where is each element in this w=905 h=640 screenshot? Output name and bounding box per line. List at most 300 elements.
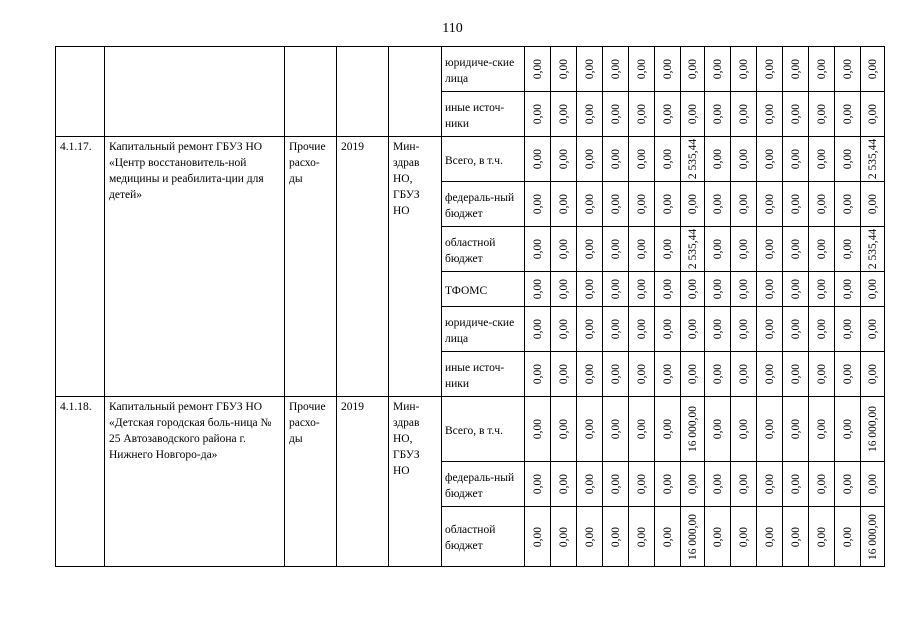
year-cell: 2019 [337, 137, 389, 397]
value-text: 0,00 [531, 473, 544, 495]
type-cell [285, 47, 337, 137]
type-cell: Прочие расхо-ды [285, 397, 337, 567]
value-cell [731, 272, 757, 307]
value-text: 0,00 [711, 58, 724, 80]
value-cell [783, 307, 809, 352]
value-text: 0,00 [866, 473, 879, 495]
name-cell [105, 47, 285, 137]
value-cell [577, 352, 603, 397]
value-cell [861, 352, 885, 397]
value-cell [577, 227, 603, 272]
value-text: 0,00 [711, 473, 724, 495]
value-cell [731, 92, 757, 137]
value-text: 0,00 [661, 193, 674, 215]
value-text: 0,00 [557, 238, 570, 260]
value-text: 0,00 [763, 318, 776, 340]
value-text: 0,00 [609, 278, 622, 300]
value-text: 0,00 [841, 278, 854, 300]
name-cell: Капитальный ремонт ГБУЗ НО «Центр восстановитель-ной медицины и реабилита-ции для детей» [105, 137, 285, 397]
value-cell [835, 92, 861, 137]
value-text: 0,00 [583, 193, 596, 215]
value-cell [655, 462, 681, 507]
value-text: 0,00 [583, 148, 596, 170]
value-cell [835, 397, 861, 462]
value-cell [629, 462, 655, 507]
value-text: 0,00 [711, 526, 724, 547]
value-text: 0,00 [686, 363, 699, 385]
value-cell [809, 307, 835, 352]
value-cell [809, 182, 835, 227]
value-cell [705, 227, 731, 272]
value-text: 0,00 [737, 238, 750, 260]
source-cell: юридиче-ские лица [442, 307, 525, 352]
value-text: 0,00 [635, 363, 648, 385]
value-cell [655, 272, 681, 307]
value-text: 0,00 [583, 318, 596, 340]
value-text: 0,00 [531, 418, 544, 440]
value-cell [757, 307, 783, 352]
value-cell [577, 507, 603, 567]
value-cell [577, 397, 603, 462]
value-cell [525, 47, 551, 92]
value-text: 0,00 [635, 473, 648, 495]
value-cell [705, 137, 731, 182]
value-text: 0,00 [661, 526, 674, 547]
value-text: 0,00 [583, 238, 596, 260]
value-cell [681, 507, 705, 567]
value-text: 0,00 [737, 318, 750, 340]
value-text: 0,00 [841, 238, 854, 260]
value-cell [835, 462, 861, 507]
value-cell [783, 507, 809, 567]
value-cell [705, 182, 731, 227]
value-cell [835, 352, 861, 397]
value-text: 0,00 [686, 103, 699, 125]
value-text: 0,00 [789, 418, 802, 440]
value-text: 2 535,44 [686, 138, 699, 180]
value-text: 0,00 [841, 148, 854, 170]
value-text: 0,00 [531, 278, 544, 300]
source-cell: областной бюджет [442, 507, 525, 567]
value-cell [835, 47, 861, 92]
value-cell [629, 182, 655, 227]
value-text: 0,00 [815, 418, 828, 440]
value-cell [809, 397, 835, 462]
source-cell: иные источ-ники [442, 352, 525, 397]
value-text: 0,00 [711, 418, 724, 440]
value-text: 0,00 [841, 473, 854, 495]
value-cell [809, 47, 835, 92]
value-cell [757, 272, 783, 307]
value-text: 0,00 [557, 318, 570, 340]
value-cell [681, 47, 705, 92]
value-text: 0,00 [763, 58, 776, 80]
value-text: 0,00 [583, 103, 596, 125]
value-text: 0,00 [841, 58, 854, 80]
value-text: 0,00 [609, 526, 622, 547]
value-cell [603, 137, 629, 182]
value-cell [835, 227, 861, 272]
value-cell [705, 462, 731, 507]
value-cell [783, 227, 809, 272]
value-text: 0,00 [737, 278, 750, 300]
value-cell [705, 507, 731, 567]
value-text: 0,00 [661, 278, 674, 300]
value-text: 0,00 [557, 193, 570, 215]
value-cell [835, 507, 861, 567]
value-text: 0,00 [609, 103, 622, 125]
value-text: 0,00 [815, 318, 828, 340]
value-text: 0,00 [531, 103, 544, 125]
value-text: 0,00 [763, 418, 776, 440]
num-cell: 4.1.18. [56, 397, 105, 567]
value-text: 0,00 [583, 473, 596, 495]
table-row [56, 47, 885, 92]
value-text: 0,00 [686, 473, 699, 495]
value-text: 0,00 [609, 58, 622, 80]
value-cell [551, 352, 577, 397]
source-cell: федераль-ный бюджет [442, 182, 525, 227]
value-cell [757, 507, 783, 567]
value-text: 0,00 [557, 148, 570, 170]
value-cell [655, 507, 681, 567]
source-cell: ТФОМС [442, 272, 525, 307]
value-cell [835, 182, 861, 227]
value-text: 0,00 [815, 278, 828, 300]
value-cell [603, 272, 629, 307]
value-text: 0,00 [686, 58, 699, 80]
value-text: 0,00 [789, 473, 802, 495]
value-text: 0,00 [815, 473, 828, 495]
value-text: 0,00 [531, 193, 544, 215]
value-text: 0,00 [686, 278, 699, 300]
value-cell [629, 307, 655, 352]
value-text: 0,00 [583, 58, 596, 80]
value-cell [731, 227, 757, 272]
value-text: 0,00 [841, 103, 854, 125]
value-cell [861, 507, 885, 567]
value-cell [861, 137, 885, 182]
value-text: 0,00 [661, 58, 674, 80]
value-text: 0,00 [635, 238, 648, 260]
value-text: 0,00 [661, 473, 674, 495]
value-cell [681, 352, 705, 397]
value-cell [629, 272, 655, 307]
value-text: 0,00 [815, 193, 828, 215]
value-cell [577, 462, 603, 507]
value-cell [603, 352, 629, 397]
value-text: 0,00 [815, 238, 828, 260]
source-cell: Всего, в т.ч. [442, 397, 525, 462]
value-text: 0,00 [737, 363, 750, 385]
value-text: 0,00 [711, 148, 724, 170]
table-row [56, 137, 885, 182]
value-text: 0,00 [737, 418, 750, 440]
value-text: 0,00 [763, 238, 776, 260]
value-cell [757, 182, 783, 227]
value-cell [861, 47, 885, 92]
value-text: 0,00 [789, 318, 802, 340]
value-cell [551, 47, 577, 92]
value-cell [629, 227, 655, 272]
value-cell [705, 352, 731, 397]
value-text: 0,00 [557, 58, 570, 80]
value-cell [551, 462, 577, 507]
value-text: 0,00 [583, 526, 596, 547]
source-cell: федераль-ный бюджет [442, 462, 525, 507]
value-cell [525, 507, 551, 567]
source-cell: областной бюджет [442, 227, 525, 272]
value-text: 16 000,00 [866, 513, 879, 560]
value-cell [551, 182, 577, 227]
value-text: 0,00 [815, 363, 828, 385]
value-cell [681, 182, 705, 227]
value-cell [525, 462, 551, 507]
value-text: 0,00 [557, 103, 570, 125]
value-text: 0,00 [789, 526, 802, 547]
value-text: 0,00 [557, 473, 570, 495]
value-text: 0,00 [609, 363, 622, 385]
value-text: 16 000,00 [686, 406, 699, 452]
value-cell [783, 397, 809, 462]
value-cell [551, 137, 577, 182]
value-text: 0,00 [866, 193, 879, 215]
value-cell [861, 227, 885, 272]
value-cell [757, 397, 783, 462]
value-text: 0,00 [841, 318, 854, 340]
value-cell [525, 352, 551, 397]
value-cell [551, 92, 577, 137]
value-cell [603, 227, 629, 272]
value-cell [577, 47, 603, 92]
value-cell [835, 272, 861, 307]
value-cell [681, 272, 705, 307]
value-text: 0,00 [763, 363, 776, 385]
value-cell [861, 182, 885, 227]
value-text: 2 535,44 [686, 228, 699, 270]
value-text: 0,00 [789, 238, 802, 260]
value-text: 0,00 [737, 148, 750, 170]
value-text: 0,00 [635, 526, 648, 547]
value-text: 0,00 [841, 363, 854, 385]
value-cell [525, 137, 551, 182]
value-text: 16 000,00 [686, 513, 699, 560]
value-cell [525, 397, 551, 462]
value-cell [861, 307, 885, 352]
value-cell [809, 352, 835, 397]
value-cell [731, 507, 757, 567]
value-cell [629, 92, 655, 137]
value-cell [655, 307, 681, 352]
type-cell: Прочие расхо-ды [285, 137, 337, 397]
value-cell [629, 507, 655, 567]
value-cell [525, 272, 551, 307]
value-cell [783, 182, 809, 227]
value-text: 0,00 [583, 363, 596, 385]
value-cell [603, 92, 629, 137]
value-cell [577, 92, 603, 137]
value-text: 0,00 [661, 103, 674, 125]
value-cell [705, 47, 731, 92]
value-cell [731, 462, 757, 507]
value-cell [525, 227, 551, 272]
value-text: 0,00 [711, 318, 724, 340]
value-text: 0,00 [609, 193, 622, 215]
value-text: 0,00 [763, 278, 776, 300]
executor-cell: Мин-здрав НО, ГБУЗ НО [389, 137, 442, 397]
value-cell [757, 462, 783, 507]
value-cell [809, 507, 835, 567]
value-text: 0,00 [686, 318, 699, 340]
value-cell [603, 462, 629, 507]
value-cell [835, 307, 861, 352]
value-cell [551, 507, 577, 567]
value-cell [809, 462, 835, 507]
value-text: 0,00 [635, 193, 648, 215]
value-cell [629, 137, 655, 182]
name-cell: Капитальный ремонт ГБУЗ НО «Детская городская боль-ница № 25 Автозаводского района г. Нижнего Новгоро-да» [105, 397, 285, 567]
value-text: 0,00 [763, 473, 776, 495]
value-cell [809, 272, 835, 307]
value-text: 0,00 [661, 238, 674, 260]
value-cell [681, 227, 705, 272]
value-text: 0,00 [866, 58, 879, 80]
value-cell [655, 182, 681, 227]
value-text: 0,00 [866, 318, 879, 340]
value-cell [603, 307, 629, 352]
year-cell [337, 47, 389, 137]
value-cell [809, 92, 835, 137]
value-cell [757, 47, 783, 92]
value-text: 0,00 [609, 238, 622, 260]
value-text: 0,00 [583, 278, 596, 300]
value-cell [861, 92, 885, 137]
value-text: 0,00 [711, 193, 724, 215]
value-text: 0,00 [531, 318, 544, 340]
value-text: 0,00 [815, 103, 828, 125]
budget-table [55, 46, 885, 567]
value-cell [551, 307, 577, 352]
value-text: 0,00 [789, 148, 802, 170]
value-cell [809, 137, 835, 182]
year-cell: 2019 [337, 397, 389, 567]
value-cell [681, 137, 705, 182]
value-cell [525, 92, 551, 137]
value-text: 0,00 [609, 318, 622, 340]
value-text: 0,00 [789, 103, 802, 125]
value-text: 0,00 [789, 58, 802, 80]
value-cell [705, 307, 731, 352]
value-text: 0,00 [635, 278, 648, 300]
value-text: 0,00 [531, 238, 544, 260]
value-text: 0,00 [763, 103, 776, 125]
value-text: 0,00 [661, 418, 674, 440]
value-cell [757, 137, 783, 182]
value-cell [655, 137, 681, 182]
value-text: 0,00 [737, 103, 750, 125]
value-cell [603, 507, 629, 567]
source-cell: Всего, в т.ч. [442, 137, 525, 182]
source-cell: юридиче-ские лица [442, 47, 525, 92]
value-cell [783, 462, 809, 507]
value-text: 0,00 [635, 58, 648, 80]
value-cell [629, 397, 655, 462]
value-cell [705, 272, 731, 307]
value-text: 0,00 [737, 193, 750, 215]
value-cell [783, 137, 809, 182]
value-cell [783, 92, 809, 137]
value-text: 0,00 [737, 473, 750, 495]
value-text: 0,00 [661, 363, 674, 385]
value-cell [681, 92, 705, 137]
value-cell [655, 47, 681, 92]
value-cell [861, 272, 885, 307]
value-text: 0,00 [841, 193, 854, 215]
value-text: 2 535,44 [866, 228, 879, 270]
value-cell [603, 47, 629, 92]
value-cell [731, 397, 757, 462]
value-text: 0,00 [711, 363, 724, 385]
value-text: 0,00 [789, 193, 802, 215]
value-cell [757, 352, 783, 397]
value-cell [681, 397, 705, 462]
value-text: 0,00 [635, 318, 648, 340]
value-cell [681, 462, 705, 507]
value-text: 0,00 [815, 58, 828, 80]
value-text: 0,00 [815, 526, 828, 547]
table-body [56, 47, 885, 567]
value-text: 0,00 [661, 148, 674, 170]
value-cell [525, 182, 551, 227]
value-cell [861, 462, 885, 507]
executor-cell: Мин-здрав НО, ГБУЗ НО [389, 397, 442, 567]
value-cell [731, 137, 757, 182]
value-text: 0,00 [711, 278, 724, 300]
value-text: 0,00 [635, 418, 648, 440]
value-cell [577, 137, 603, 182]
value-cell [603, 397, 629, 462]
value-text: 0,00 [815, 148, 828, 170]
value-cell [731, 307, 757, 352]
table-row [56, 397, 885, 462]
value-text: 16 000,00 [866, 406, 879, 452]
value-cell [655, 397, 681, 462]
value-cell [705, 397, 731, 462]
value-cell [809, 227, 835, 272]
value-text: 0,00 [661, 318, 674, 340]
value-text: 2 535,44 [866, 138, 879, 180]
value-cell [629, 47, 655, 92]
value-text: 0,00 [557, 278, 570, 300]
value-text: 0,00 [763, 526, 776, 547]
value-cell [731, 352, 757, 397]
value-text: 0,00 [789, 363, 802, 385]
value-cell [757, 227, 783, 272]
value-cell [629, 352, 655, 397]
value-cell [577, 272, 603, 307]
value-text: 0,00 [737, 58, 750, 80]
value-text: 0,00 [531, 148, 544, 170]
value-text: 0,00 [557, 363, 570, 385]
value-text: 0,00 [841, 526, 854, 547]
value-text: 0,00 [557, 418, 570, 440]
value-cell [835, 137, 861, 182]
value-cell [783, 47, 809, 92]
executor-cell [389, 47, 442, 137]
value-text: 0,00 [531, 363, 544, 385]
value-cell [705, 92, 731, 137]
value-text: 0,00 [609, 473, 622, 495]
